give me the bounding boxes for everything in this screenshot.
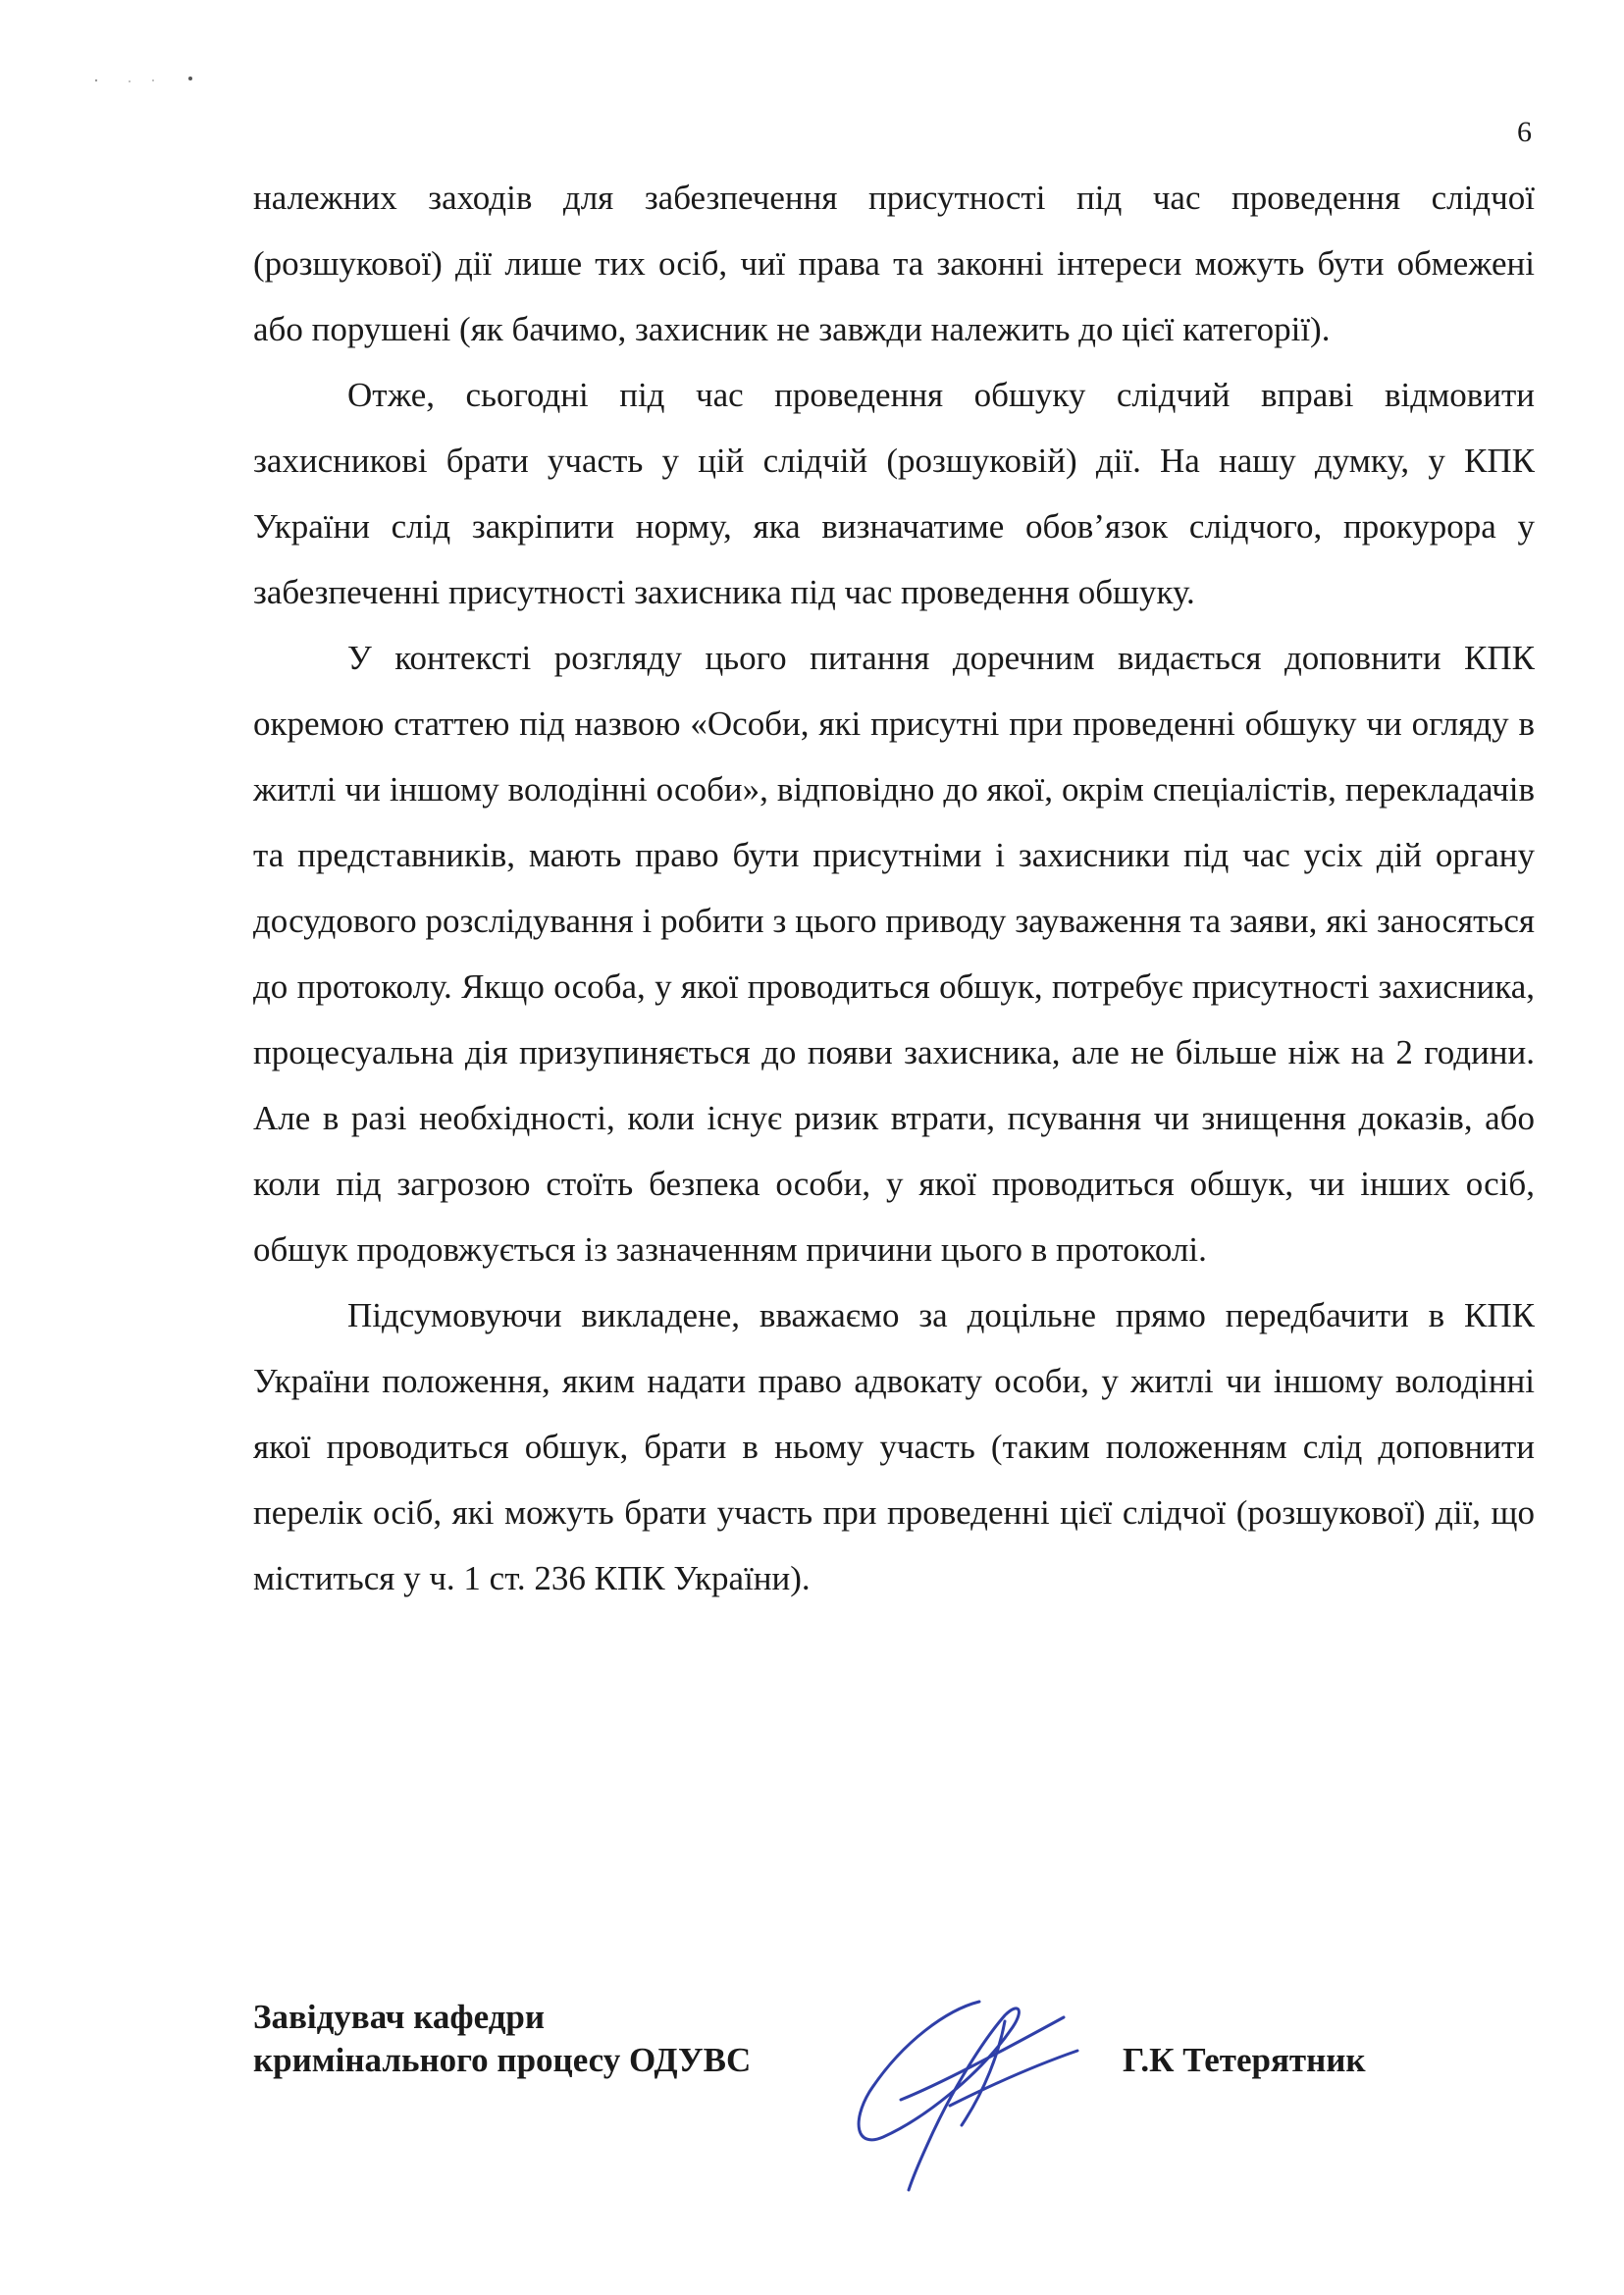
handwritten-signature: [832, 1982, 1087, 2198]
signatory-position-line1: Завідувач кафедри: [253, 1998, 546, 2036]
signatory-position-line2: кримінального процесу ОДУВС: [253, 2041, 752, 2079]
scan-specks: [88, 69, 206, 88]
signature-stroke: [962, 2021, 1005, 2125]
signature-block: [253, 1982, 1535, 2198]
signatory-name: Г.К Тетерятник: [1123, 2041, 1366, 2079]
paragraph-continuation: належних заходів для забезпечення присутності під час проведення слідчої (розшукової) дії лише тих осіб, чиї права та законні інтереси можуть бути обмежені або порушені (як бачимо, захисник не завжди належить до цієї категорії).: [253, 179, 1535, 348]
paragraph-search-refusal: Отже, сьогодні під час проведення обшуку слідчий вправі відмовити захисникові брати участь у цій слідчій (розшуковій) дії. На нашу думку, у КПК України слід закріпити норму, яка визначатиме обов’язок слідчого, прокурора у забезпеченні присутності захисника під час проведення обшуку.: [253, 376, 1535, 611]
signature-stroke: [859, 2002, 1019, 2190]
paragraph-new-article-proposal: У контексті розгляду цього питання доречним видається доповнити КПК окремою статтею під назвою «Особи, які присутні при проведенні обшуку чи огляду в житлі чи іншому володінні особи», відповідно до якої, окрім спеціалістів, перекладачів та представників, мають право бути присутніми і захисники під час усіх дій органу досудового розслідування і робити з цього приводу зауваження та заяви, які заносяться до протоколу. Якщо особа, у якої проводиться обшук, потребує присутності захисника, процесуальна дія призупиняється до появи захисника, але не більше ніж на 2 години. Але в разі необхідності, коли існує ризик втрати, псування чи знищення доказів, або коли під загрозою стоїть безпека особи, у якої проводиться обшук, чи інших осіб, обшук продовжується із зазначенням причини цього в протоколі.: [253, 639, 1535, 1269]
signatory-position: [253, 1996, 751, 2082]
page-number: 6: [1517, 116, 1532, 148]
paragraph-conclusion: Підсумовуючи викладене, вважаємо за доцільне прямо передбачити в КПК України положення, яким надати право адвокату особи, у житлі чи іншому володінні якої проводиться обшук, брати в ньому участь (таким положенням слід доповнити перелік осіб, які можуть брати участь при проведенні цієї слідчої (розшукової) дії, що міститься у ч. 1 ст. 236 КПК України).: [253, 1296, 1535, 1597]
body-text: [253, 165, 1535, 1611]
